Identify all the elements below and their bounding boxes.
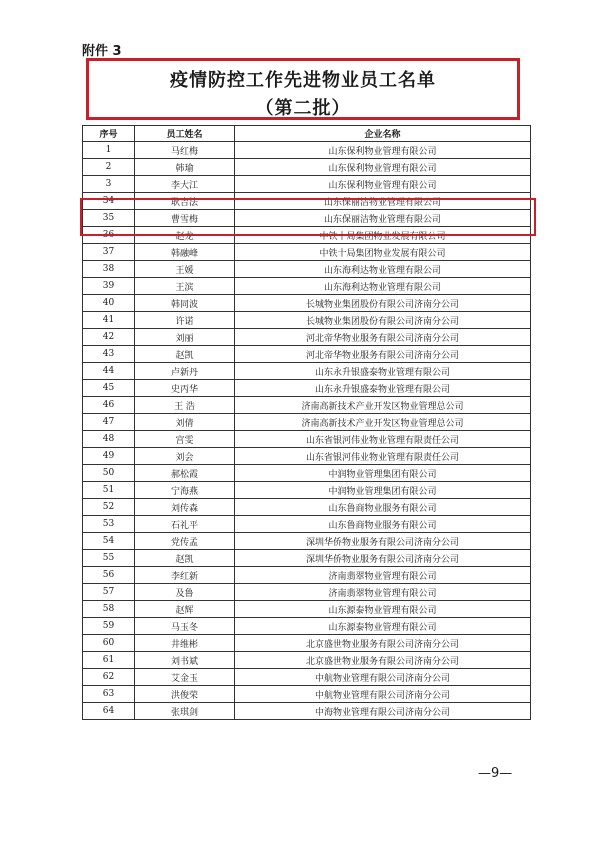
employee-name: 赵龙 — [135, 227, 235, 244]
row-number: 48 — [83, 431, 135, 448]
row-number: 39 — [83, 278, 135, 295]
row-number: 3 — [83, 176, 135, 193]
company-name: 山东保利物业管理有限公司 — [235, 159, 531, 176]
company-name: 山东省银河伟业物业管理有限责任公司 — [235, 448, 531, 465]
table-row — [83, 635, 531, 652]
employee-name: 耿吉法 — [135, 193, 235, 210]
table-row — [83, 278, 531, 295]
row-number: 57 — [83, 584, 135, 601]
company-name: 河北帝华物业服务有限公司济南分公司 — [235, 346, 531, 363]
employee-name: 赵凯 — [135, 550, 235, 567]
employee-name: 卢新丹 — [135, 363, 235, 380]
company-name: 济南高新技术产业开发区物业管理总公司 — [235, 397, 531, 414]
table-row — [83, 465, 531, 482]
employee-name: 王媛 — [135, 261, 235, 278]
document-subtitle: （第二批） — [255, 98, 351, 119]
table-header-row — [83, 126, 531, 142]
table-row — [83, 363, 531, 380]
company-name: 山东鲁商物业服务有限公司 — [235, 499, 531, 516]
company-name: 中海物业管理有限公司济南分公司 — [235, 703, 531, 720]
row-number: 45 — [83, 380, 135, 397]
row-number: 1 — [83, 142, 135, 159]
header-number: 序号 — [83, 126, 135, 142]
header-name: 员工姓名 — [135, 126, 235, 142]
employee-roster-table — [82, 125, 531, 720]
table-row — [83, 618, 531, 635]
row-number: 52 — [83, 499, 135, 516]
company-name: 山东永升银盛泰物业管理有限公司 — [235, 363, 531, 380]
row-number: 58 — [83, 601, 135, 618]
table-row — [83, 159, 531, 176]
table-row — [83, 652, 531, 669]
row-number: 34 — [83, 193, 135, 210]
row-number: 41 — [83, 312, 135, 329]
employee-name: 洪俊荣 — [135, 686, 235, 703]
employee-name: 史丙华 — [135, 380, 235, 397]
table-row — [83, 499, 531, 516]
row-number: 46 — [83, 397, 135, 414]
company-name: 中铁十局集团物业发展有限公司 — [235, 227, 531, 244]
row-number: 62 — [83, 669, 135, 686]
company-name: 山东保利物业管理有限公司 — [235, 176, 531, 193]
company-name: 长城物业集团股份有限公司济南分公司 — [235, 295, 531, 312]
employee-name: 艾金玉 — [135, 669, 235, 686]
employee-name: 刘丽 — [135, 329, 235, 346]
row-number: 38 — [83, 261, 135, 278]
row-number: 49 — [83, 448, 135, 465]
company-name: 山东源泰物业管理有限公司 — [235, 601, 531, 618]
employee-name: 郝松霞 — [135, 465, 235, 482]
employee-name: 刘倩 — [135, 414, 235, 431]
table-row — [83, 193, 531, 210]
table-row — [83, 516, 531, 533]
table-row — [83, 346, 531, 363]
company-name: 山东保丽洁物业管理有限公司 — [235, 193, 531, 210]
table-row — [83, 533, 531, 550]
company-name: 山东源泰物业管理有限公司 — [235, 618, 531, 635]
employee-name: 党传孟 — [135, 533, 235, 550]
row-number: 60 — [83, 635, 135, 652]
employee-name: 马玉冬 — [135, 618, 235, 635]
company-name: 中航物业管理有限公司济南分公司 — [235, 686, 531, 703]
row-number: 44 — [83, 363, 135, 380]
table-row — [83, 669, 531, 686]
company-name: 长城物业集团股份有限公司济南分公司 — [235, 312, 531, 329]
company-name: 河北帝华物业服务有限公司济南分公司 — [235, 329, 531, 346]
employee-name: 李大江 — [135, 176, 235, 193]
table-row — [83, 176, 531, 193]
row-number: 61 — [83, 652, 135, 669]
employee-name: 刘传森 — [135, 499, 235, 516]
table-row — [83, 397, 531, 414]
table-row — [83, 482, 531, 499]
table-row — [83, 550, 531, 567]
employee-name: 王 浩 — [135, 397, 235, 414]
company-name: 济南高新技术产业开发区物业管理总公司 — [235, 414, 531, 431]
row-number: 55 — [83, 550, 135, 567]
employee-name: 张琪剑 — [135, 703, 235, 720]
table-row — [83, 601, 531, 618]
table-row — [83, 584, 531, 601]
table-row — [83, 142, 531, 159]
company-name: 济南翡翠物业管理有限公司 — [235, 584, 531, 601]
row-number: 56 — [83, 567, 135, 584]
table-body — [83, 142, 531, 720]
row-number: 37 — [83, 244, 135, 261]
company-name: 山东保丽洁物业管理有限公司 — [235, 210, 531, 227]
row-number: 53 — [83, 516, 135, 533]
row-number: 51 — [83, 482, 135, 499]
row-number: 43 — [83, 346, 135, 363]
employee-name: 井维彬 — [135, 635, 235, 652]
company-name: 中航物业管理有限公司济南分公司 — [235, 669, 531, 686]
company-name: 山东保利物业管理有限公司 — [235, 142, 531, 159]
table-row — [83, 261, 531, 278]
row-number: 50 — [83, 465, 135, 482]
table-row — [83, 431, 531, 448]
row-number: 64 — [83, 703, 135, 720]
company-name: 中润物业管理集团有限公司 — [235, 465, 531, 482]
table-row — [83, 210, 531, 227]
table-row — [83, 295, 531, 312]
page-number: —9— — [478, 766, 513, 781]
table-row — [83, 567, 531, 584]
employee-name: 刘书斌 — [135, 652, 235, 669]
employee-name: 马红梅 — [135, 142, 235, 159]
company-name: 中铁十局集团物业发展有限公司 — [235, 244, 531, 261]
company-name: 深圳华侨物业服务有限公司济南分公司 — [235, 550, 531, 567]
table-row — [83, 227, 531, 244]
row-number: 59 — [83, 618, 135, 635]
employee-name: 李红新 — [135, 567, 235, 584]
employee-name: 韩融峰 — [135, 244, 235, 261]
row-number: 54 — [83, 533, 135, 550]
employee-name: 宫雯 — [135, 431, 235, 448]
document-title: 疫情防控工作先进物业员工名单 — [170, 70, 436, 91]
table-row — [83, 703, 531, 720]
employee-name: 刘会 — [135, 448, 235, 465]
row-number: 47 — [83, 414, 135, 431]
row-number: 40 — [83, 295, 135, 312]
table-row — [83, 380, 531, 397]
title-box — [86, 58, 520, 120]
row-number: 35 — [83, 210, 135, 227]
company-name: 山东海利达物业管理有限公司 — [235, 278, 531, 295]
company-name: 山东永升银盛泰物业管理有限公司 — [235, 380, 531, 397]
employee-name: 赵凯 — [135, 346, 235, 363]
header-company: 企业名称 — [235, 126, 531, 142]
employee-name: 韩同波 — [135, 295, 235, 312]
row-number: 42 — [83, 329, 135, 346]
company-name: 山东省银河伟业物业管理有限责任公司 — [235, 431, 531, 448]
row-number: 63 — [83, 686, 135, 703]
attachment-label: 附件 3 — [82, 44, 122, 59]
table-row — [83, 312, 531, 329]
company-name: 山东海利达物业管理有限公司 — [235, 261, 531, 278]
employee-name: 石礼平 — [135, 516, 235, 533]
company-name: 济南翡翠物业管理有限公司 — [235, 567, 531, 584]
company-name: 深圳华侨物业服务有限公司济南分公司 — [235, 533, 531, 550]
employee-name: 赵辉 — [135, 601, 235, 618]
employee-name: 韩瑜 — [135, 159, 235, 176]
table-row — [83, 414, 531, 431]
company-name: 北京盛世物业服务有限公司济南分公司 — [235, 635, 531, 652]
table-row — [83, 686, 531, 703]
company-name: 北京盛世物业服务有限公司济南分公司 — [235, 652, 531, 669]
employee-name: 王滨 — [135, 278, 235, 295]
employee-name: 及鲁 — [135, 584, 235, 601]
table-row — [83, 329, 531, 346]
company-name: 中润物业管理集团有限公司 — [235, 482, 531, 499]
table-row — [83, 448, 531, 465]
employee-name: 许诺 — [135, 312, 235, 329]
employee-name: 宁海燕 — [135, 482, 235, 499]
employee-name: 曹雪梅 — [135, 210, 235, 227]
table-row — [83, 244, 531, 261]
row-number: 2 — [83, 159, 135, 176]
row-number: 36 — [83, 227, 135, 244]
company-name: 山东鲁商物业服务有限公司 — [235, 516, 531, 533]
